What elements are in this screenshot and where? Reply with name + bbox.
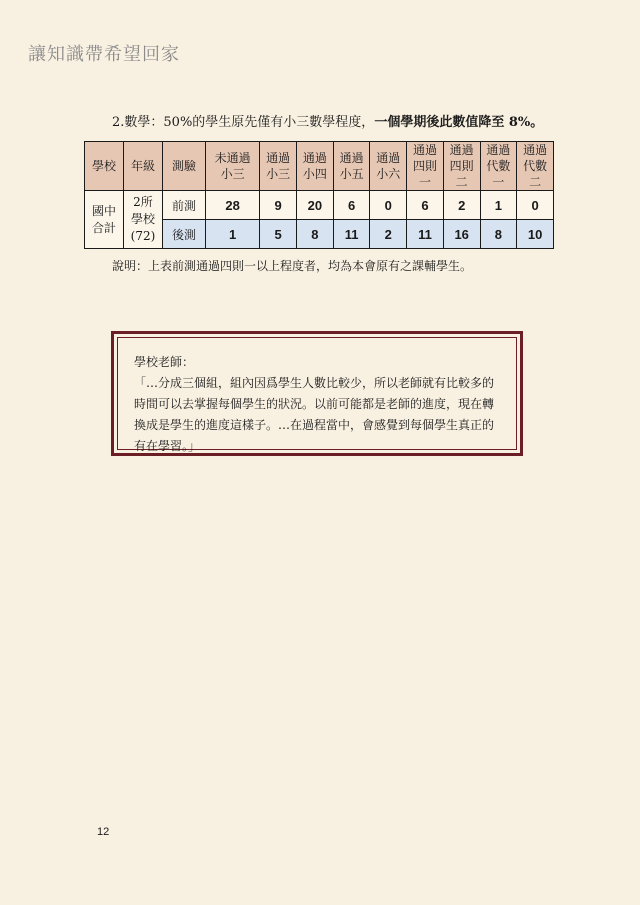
- table-note: 說明：上表前測通過四則一以上程度者，均為本會原有之課輔學生。: [112, 259, 473, 273]
- quote-title: 學校老師：: [134, 355, 195, 369]
- value-cell: 2: [370, 220, 407, 249]
- value-cell: 8: [480, 220, 517, 249]
- value-cell: 28: [206, 191, 260, 220]
- header-col: 通過 代數 二: [517, 142, 554, 191]
- quote-text: 「…分成三個組，組內因爲學生人數比較少，所以老師就有比較多的時間可以去掌握每個學生的狀況。以前可能都是老師的進度，現在轉換成是學生的進度這樣子。…在過程當中，會感覺到每個學生真正的有在學習。」: [134, 376, 495, 453]
- grade-cell: 2所 學校 (72): [124, 191, 163, 249]
- page-number: 12: [97, 826, 110, 838]
- table-row-pretest: [85, 191, 554, 220]
- value-cell: 6: [407, 191, 444, 220]
- header-test: 測驗: [163, 142, 206, 191]
- page-header-title: 讓知識帶希望回家: [28, 44, 180, 65]
- value-cell: 8: [297, 220, 334, 249]
- header-grade: 年級: [124, 142, 163, 191]
- value-cell: 2: [443, 191, 480, 220]
- test-label-cell: 後測: [163, 220, 206, 249]
- header-col: 通過 小四: [297, 142, 334, 191]
- school-cell: 國中 合計: [85, 191, 124, 249]
- header-school: 學校: [85, 142, 124, 191]
- value-cell: 9: [260, 191, 297, 220]
- value-cell: 1: [480, 191, 517, 220]
- header-col: 通過 小六: [370, 142, 407, 191]
- table-header-row: [85, 142, 554, 191]
- section-intro: [112, 111, 543, 130]
- intro-emphasis: 一個學期後此數值降至 8%。: [374, 115, 544, 130]
- value-cell: 20: [297, 191, 334, 220]
- header-col: 通過 代數 一: [480, 142, 517, 191]
- test-label-cell: 前測: [163, 191, 206, 220]
- value-cell: 11: [407, 220, 444, 249]
- value-cell: 6: [333, 191, 370, 220]
- value-cell: 16: [443, 220, 480, 249]
- value-cell: 0: [517, 191, 554, 220]
- header-col: 未通過 小三: [206, 142, 260, 191]
- value-cell: 11: [333, 220, 370, 249]
- value-cell: 10: [517, 220, 554, 249]
- intro-prefix: 2.數學：50%的學生原先僅有小三數學程度，: [112, 115, 375, 130]
- header-col: 通過 四則 一: [407, 142, 444, 191]
- teacher-quote-box: [111, 331, 523, 456]
- teacher-quote-inner: [117, 337, 517, 453]
- value-cell: 5: [260, 220, 297, 249]
- value-cell: 0: [370, 191, 407, 220]
- header-col: 通過 小五: [333, 142, 370, 191]
- value-cell: 1: [206, 220, 260, 249]
- header-col: 通過 小三: [260, 142, 297, 191]
- math-results-table: [84, 141, 554, 249]
- header-col: 通過 四則 二: [443, 142, 480, 191]
